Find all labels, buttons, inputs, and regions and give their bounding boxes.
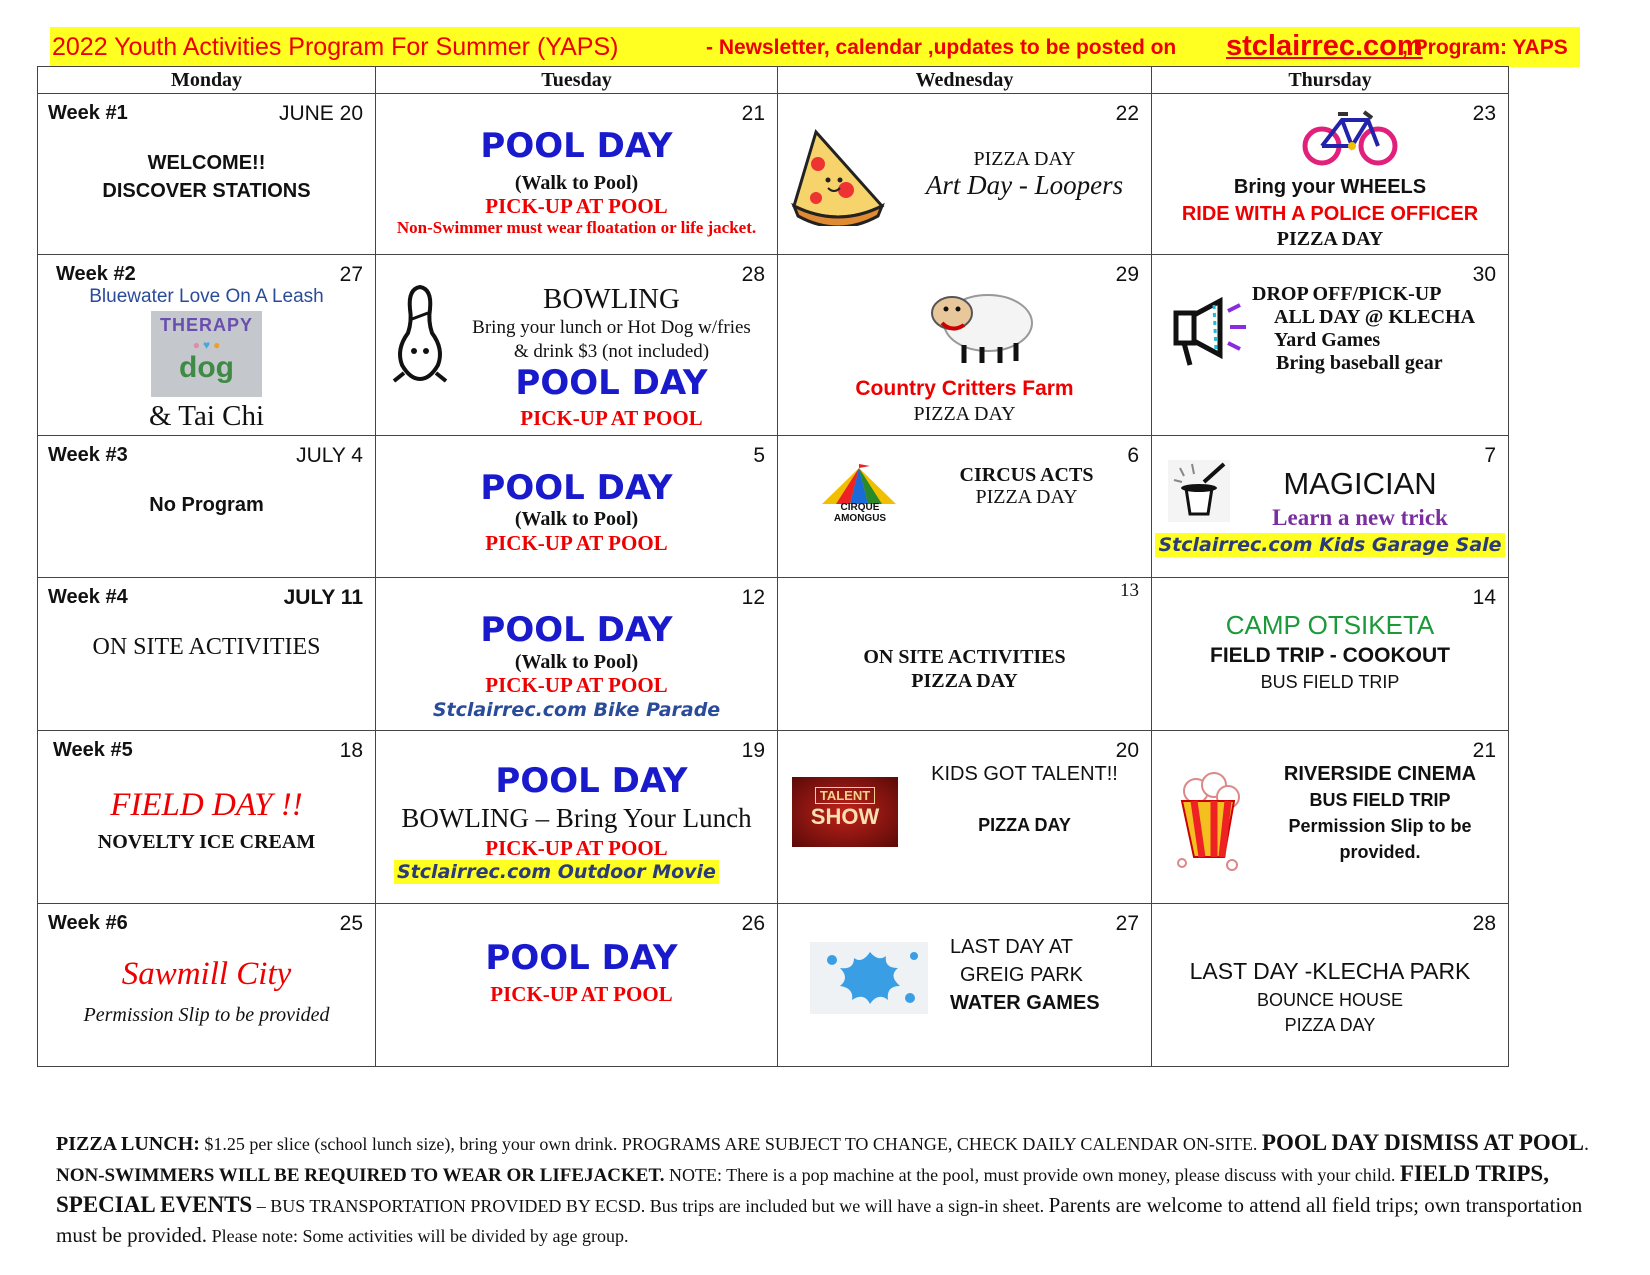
calendar-cell [778, 94, 1152, 255]
date-label: 27 [339, 263, 363, 286]
logo-text: SHOW [810, 804, 880, 829]
cell-text: (Walk to Pool) [514, 508, 639, 530]
pickup-label: PICK-UP AT POOL [485, 531, 668, 555]
day-header: Thursday [1152, 67, 1509, 94]
pool-day-label: POOL DAY [480, 610, 673, 650]
cell-text: PIZZA DAY [1284, 1015, 1376, 1035]
week-label: Week #5 [53, 739, 133, 761]
cell-text: (Walk to Pool) [514, 651, 639, 673]
cell-text: RIVERSIDE CINEMA [1283, 763, 1477, 785]
logo-text: THERAPY [159, 315, 253, 335]
popcorn-icon [1172, 769, 1252, 873]
calendar-cell [376, 578, 778, 731]
cell-text: GREIG PARK [960, 964, 1083, 986]
calendar-table [37, 66, 1509, 1067]
cell-text: BOUNCE HOUSE [1256, 990, 1404, 1010]
week-row [38, 904, 1509, 1067]
cell-text: FIELD DAY !! [110, 787, 303, 823]
cell-text: & Tai Chi [148, 400, 265, 432]
header-banner [50, 27, 1580, 67]
cell-text: Art Day - Loopers [925, 170, 1124, 200]
week-row [38, 578, 1509, 731]
calendar-cell [38, 731, 376, 904]
date-label: JULY 11 [283, 586, 363, 609]
week-label: Week #6 [48, 912, 128, 934]
calendar-cell [778, 904, 1152, 1067]
page-title: 2022 Youth Activities Program For Summer (YAPS) [52, 33, 619, 61]
pool-day-label: POOL DAY [485, 938, 678, 978]
date-label: JUNE 20 [278, 102, 363, 125]
day-header-row [38, 67, 1509, 94]
pool-day-label: POOL DAY [495, 761, 688, 801]
pizza-slice-icon [786, 128, 890, 226]
calendar-cell [38, 904, 376, 1067]
day-header: Tuesday [376, 67, 778, 94]
date-label: 25 [339, 912, 363, 935]
cell-text: PIZZA DAY [911, 670, 1018, 692]
logo-text: TALENT [815, 787, 875, 804]
footer-text: Please note: Some activities will be divided by age group. [207, 1226, 629, 1246]
footer-text: PIZZA LUNCH: [56, 1133, 200, 1155]
pool-day-label: POOL DAY [515, 363, 708, 403]
circus-logo-text: CIRQUE AMONGUS [833, 502, 887, 524]
calendar-cell [376, 731, 778, 904]
cell-text: & drink $3 (not included) [513, 341, 710, 362]
sheep-icon [928, 283, 1038, 367]
logo-text: dog [179, 351, 234, 384]
cell-text: FIELD TRIP - COOKOUT [1210, 644, 1450, 667]
cell-text: PIZZA DAY [975, 486, 1078, 508]
calendar-cell [376, 436, 778, 578]
footer-text: Parents are welcome to attend all field trips; own transportation must be provided. [56, 1193, 1583, 1247]
talent-show-icon [792, 777, 898, 847]
date-label: 30 [1472, 263, 1496, 286]
cell-text: LAST DAY AT [950, 936, 1074, 958]
cell-text: Sawmill City [121, 956, 292, 992]
calendar-cell [1152, 578, 1509, 731]
cell-text: BUS FIELD TRIP [1309, 790, 1451, 810]
date-label: 13 [1120, 580, 1139, 601]
footer-text: FIELD TRIPS, SPECIAL EVENTS [56, 1161, 1549, 1217]
cell-text: BOWLING – Bring Your Lunch [401, 803, 752, 833]
week-row [38, 436, 1509, 578]
date-label: 22 [1115, 102, 1139, 125]
date-label: 23 [1472, 102, 1496, 125]
cell-text: provided. [1339, 842, 1421, 862]
pickup-label: PICK-UP AT POOL [490, 982, 673, 1006]
cell-text: BUS FIELD TRIP [1260, 672, 1400, 692]
cell-text: DISCOVER STATIONS [102, 180, 311, 202]
cell-text: RIDE WITH A POLICE OFFICER [1181, 203, 1479, 225]
cell-text: ON SITE ACTIVITIES [92, 634, 321, 660]
cell-text: Bring baseball gear [1276, 352, 1443, 374]
calendar-cell [38, 436, 376, 578]
footer-text: NOTE: There is a pop machine at the pool, must provide own money, please discuss with your child. [664, 1165, 1400, 1185]
bike-parade-link[interactable]: Stclairrec.com Bike Parade [432, 699, 721, 721]
date-label: 5 [753, 444, 765, 467]
program-note: , Program: YAPS [1402, 36, 1568, 59]
cell-text: NOVELTY ICE CREAM [97, 831, 316, 853]
calendar-cell [1152, 94, 1509, 255]
calendar-cell [778, 255, 1152, 436]
cell-text: Bring your lunch or Hot Dog w/fries [472, 317, 751, 338]
pool-day-label: POOL DAY [480, 468, 673, 508]
cell-text: No Program [149, 494, 264, 516]
date-label: 26 [741, 912, 765, 935]
cell-text: Non-Swimmer must wear floatation or life jacket. [396, 218, 757, 237]
date-label: JULY 4 [296, 444, 363, 467]
week-label: Week #4 [48, 586, 128, 608]
day-header: Wednesday [778, 67, 1152, 94]
pickup-label: PICK-UP AT POOL [485, 194, 668, 218]
cell-text: BOWLING [543, 283, 680, 315]
paw-icon: ● ♥ ● [192, 338, 221, 352]
site-link[interactable]: stclairrec.com [1226, 30, 1423, 62]
cell-text: PIZZA DAY [1276, 228, 1384, 250]
date-label: 28 [1472, 912, 1496, 935]
cell-text: Permission Slip to be [1288, 816, 1472, 836]
week-row [38, 731, 1509, 904]
pool-day-label: POOL DAY [480, 126, 673, 166]
calendar-cell [1152, 255, 1509, 436]
calendar-cell [376, 94, 778, 255]
date-label: 6 [1127, 444, 1139, 467]
footer-text: . [1584, 1133, 1589, 1155]
pickup-label: PICK-UP AT POOL [485, 836, 668, 860]
date-label: 14 [1472, 586, 1496, 609]
week-label: Week #1 [48, 102, 128, 124]
calendar-cell [38, 578, 376, 731]
calendar-cell [38, 94, 376, 255]
calendar-cell [1152, 731, 1509, 904]
date-label: 20 [1115, 739, 1139, 762]
garage-sale-link[interactable]: Stclairrec.com Kids Garage Sale [1155, 533, 1504, 557]
date-label: 21 [1472, 739, 1496, 762]
cell-text: PIZZA DAY [913, 403, 1016, 425]
cell-text: WELCOME!! [147, 152, 266, 174]
date-label: 12 [741, 586, 765, 609]
calendar-cell [778, 436, 1152, 578]
calendar-cell [778, 731, 1152, 904]
cell-text: CIRCUS ACTS [959, 464, 1094, 486]
megaphone-icon [1170, 295, 1256, 375]
date-label: 29 [1115, 263, 1139, 286]
week-row [38, 94, 1509, 255]
cell-text: Permission Slip to be provided [83, 1004, 330, 1026]
date-label: 27 [1115, 912, 1139, 935]
date-label: 28 [741, 263, 765, 286]
calendar-cell [1152, 436, 1509, 578]
outdoor-movie-link[interactable]: Stclairrec.com Outdoor Movie [394, 860, 719, 884]
week-row [38, 255, 1509, 436]
cell-text: KIDS GOT TALENT!! [931, 763, 1118, 785]
cell-text: WATER GAMES [950, 992, 1100, 1014]
water-splash-icon [810, 942, 928, 1014]
cell-text: ALL DAY @ KLECHA [1274, 306, 1476, 328]
date-label: 18 [339, 739, 363, 762]
footer-text: – BUS TRANSPORTATION PROVIDED BY ECSD. Bus trips are included but we will have a sign-in sheet. [252, 1196, 1049, 1216]
cell-text: LAST DAY -KLECHA PARK [1189, 958, 1471, 984]
week-label: Week #2 [56, 263, 136, 285]
cell-text: Bluewater Love On A Leash [89, 286, 324, 307]
pickup-label: PICK-UP AT POOL [520, 406, 703, 430]
pickup-label: PICK-UP AT POOL [485, 673, 668, 697]
week-label: Week #3 [48, 444, 128, 466]
cell-text: DROP OFF/PICK-UP [1252, 283, 1442, 305]
cell-text: CAMP OTSIKETA [1225, 610, 1435, 640]
therapy-dog-logo [151, 311, 262, 397]
calendar-cell [376, 255, 778, 436]
cell-text: MAGICIAN [1283, 466, 1437, 501]
cell-text: (Walk to Pool) [514, 172, 639, 194]
day-header: Monday [38, 67, 376, 94]
footer-text: $1.25 per slice (school lunch size), bring your own drink. PROGRAMS ARE SUBJECT TO CHANGE, CHECK DAILY CALENDAR ON-SITE. [199, 1134, 1262, 1154]
cell-text: Learn a new trick [1272, 505, 1448, 530]
calendar-cell [376, 904, 778, 1067]
calendar-cell [38, 255, 376, 436]
bicycle-icon [1302, 106, 1398, 168]
cell-text: PIZZA DAY [978, 815, 1071, 835]
bowling-pin-icon [390, 283, 450, 383]
cell-text: PIZZA DAY [973, 148, 1076, 170]
date-label: 7 [1484, 444, 1496, 467]
date-label: 21 [741, 102, 765, 125]
footer-notes [56, 1128, 1616, 1251]
newsletter-note: - Newsletter, calendar ,updates to be posted on [706, 36, 1177, 59]
cell-text: Yard Games [1274, 329, 1381, 351]
calendar-cell [778, 578, 1152, 731]
cell-text: Bring your WHEELS [1233, 176, 1427, 198]
cell-text: Country Critters Farm [855, 377, 1074, 400]
calendar-cell [1152, 904, 1509, 1067]
footer-text: NON-SWIMMERS WILL BE REQUIRED TO WEAR OR LIFEJACKET. [56, 1165, 665, 1186]
cell-text: ON SITE ACTIVITIES [863, 646, 1066, 668]
footer-text: POOL DAY DISMISS AT POOL [1261, 1130, 1584, 1155]
date-label: 19 [741, 739, 765, 762]
